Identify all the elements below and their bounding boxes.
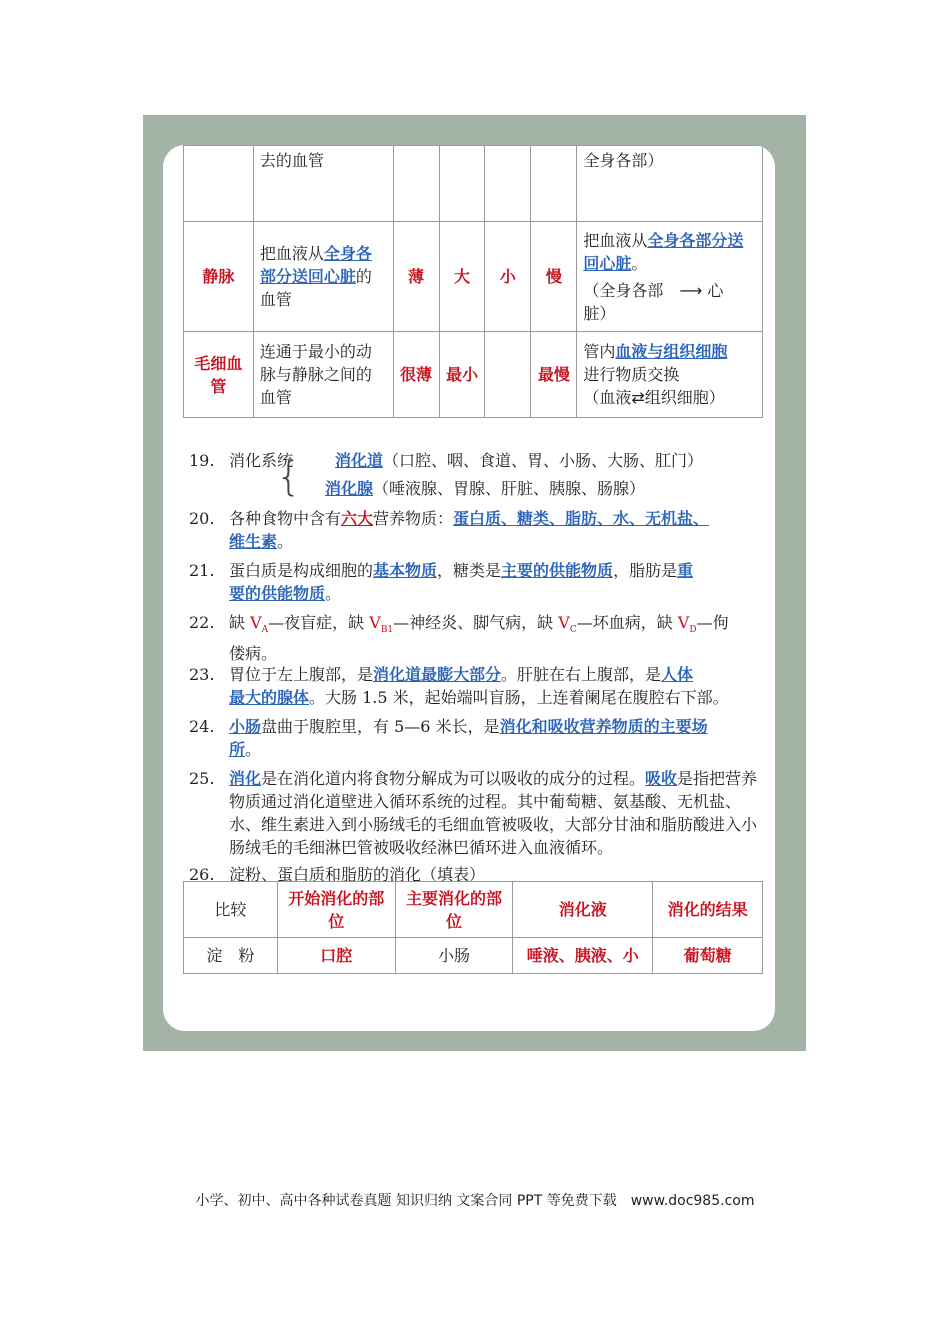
vessel-wall-capillary: 很薄	[393, 332, 439, 418]
vessel-flow-vein: 慢	[531, 222, 577, 332]
header-cell: 消化液	[513, 882, 653, 938]
image-frame	[143, 115, 806, 1051]
header-cell: 开始消化的部位	[277, 882, 395, 938]
table-cell: 淀 粉	[184, 938, 278, 974]
table-cell	[439, 146, 485, 222]
header-cell: 主要消化的部位	[395, 882, 513, 938]
content-card: 去的血管 全身各部） 静脉 把血液从全身各部分送回心脏的血管 薄 大 小 慢 把血液从全身各部分送回心脏。 （全身各部 ⟶ 心 脏） 毛细血管 连通于最小的动脉与静脉之间的血管 很薄 最小 最慢 管内血液与组织细胞 进行物质交换 （血液⇄组织细胞） 19. 消化系统 { 消化道（口腔、咽、食道、胃、小肠、大肠、肛门） 消化腺（唾液腺、胃腺、肝脏、胰腺、肠腺） 20. 各种食物中含有六大营养物质：蛋白质、糖类、脂肪、水、无机盐、 维生素。 21. 蛋白质是构成细胞的基本物质，糖类是主要的供能物质，脂肪是重 要的供能物质。 22. 缺 $V_A—$夜盲症，缺 $V_{B1}—$神经炎、脚气病，缺 $V_C—$坏血病，缺 $V_D—$佝 偻病。 23. 胃位于左上腹部，是消化道最膨大部分。肝脏在右上腹部，是人体 最大的腺体。大肠 1.5 米，起始端叫盲肠，上连着阑尾在腹腔右下部。 24. 小肠盘曲于腹腔里，有 5—6 米长，是消化和吸收营养物质的主要场 所。 25. 消化是在消化道内将食物分解成为可以吸收的成分的过程。吸收是指把营养物质通过消化道壁进入循环系统的过程。其中葡萄糖、氨基酸、无机盐、水、维生素进入到小肠绒毛的毛细血管被吸收，大部分甘油和脂肪酸进入小肠绒毛的毛细淋巴管被吸收经淋巴循环进入血液循环。 26. 淀粉、蛋白质和脂肪的消化（填表） 比较 开始消化的部位 主要消化的部位 消化液 消化的结果 淀 粉 口腔 小肠 唾液、胰液、小 葡萄糖	[163, 145, 775, 1031]
digestion-table	[183, 881, 763, 974]
table-cell: 全身各部）	[577, 146, 763, 222]
vessel-c5-capillary	[485, 332, 531, 418]
arrow-right-icon: ⟶	[679, 280, 703, 300]
table-cell: 小肠	[395, 938, 513, 974]
table-row-capillary	[184, 332, 763, 418]
header-cell: 比较	[184, 882, 278, 938]
table-cell	[485, 146, 531, 222]
brace-icon: {	[276, 454, 302, 500]
vessel-definition-capillary: 连通于最小的动脉与静脉之间的血管	[253, 332, 393, 418]
table-cell: 葡萄糖	[653, 938, 763, 974]
table-row	[184, 146, 763, 222]
table-cell: 口腔	[277, 938, 395, 974]
vessel-name-vein: 静脉	[184, 222, 254, 332]
vessel-function-capillary: 管内血液与组织细胞 进行物质交换 （血液⇄组织细胞）	[577, 332, 763, 418]
table-header-row	[184, 882, 763, 938]
blood-vessel-table	[183, 145, 763, 418]
vessel-flow-capillary: 最慢	[531, 332, 577, 418]
vessel-c5-vein: 小	[485, 222, 531, 332]
exchange-arrow-icon: ⇄	[631, 388, 645, 407]
list-item-19: 19. 消化系统 { 消化道（口腔、咽、食道、胃、小肠、大肠、肛门） 消化腺（唾液腺、胃腺、肝脏、胰腺、肠腺）	[189, 451, 704, 500]
table-cell	[531, 146, 577, 222]
page-footer: 小学、初中、高中各种试卷真题 知识归纳 文案合同 PPT 等免费下载 www.doc985.com	[195, 1193, 755, 1209]
vessel-lumen-vein: 大	[439, 222, 485, 332]
vessel-function-vein: 把血液从全身各部分送回心脏。 （全身各部 ⟶ 心 脏）	[577, 222, 763, 332]
table-row-vein	[184, 222, 763, 332]
table-cell: 唾液、胰液、小	[513, 938, 653, 974]
vessel-name-capillary: 毛细血管	[184, 332, 254, 418]
table-cell	[393, 146, 439, 222]
vessel-definition-vein: 把血液从全身各部分送回心脏的血管	[253, 222, 393, 332]
vessel-lumen-capillary: 最小	[439, 332, 485, 418]
table-cell: 去的血管	[253, 146, 393, 222]
header-cell: 消化的结果	[653, 882, 763, 938]
table-row	[184, 938, 763, 974]
vessel-wall-vein: 薄	[393, 222, 439, 332]
table-cell	[184, 146, 254, 222]
